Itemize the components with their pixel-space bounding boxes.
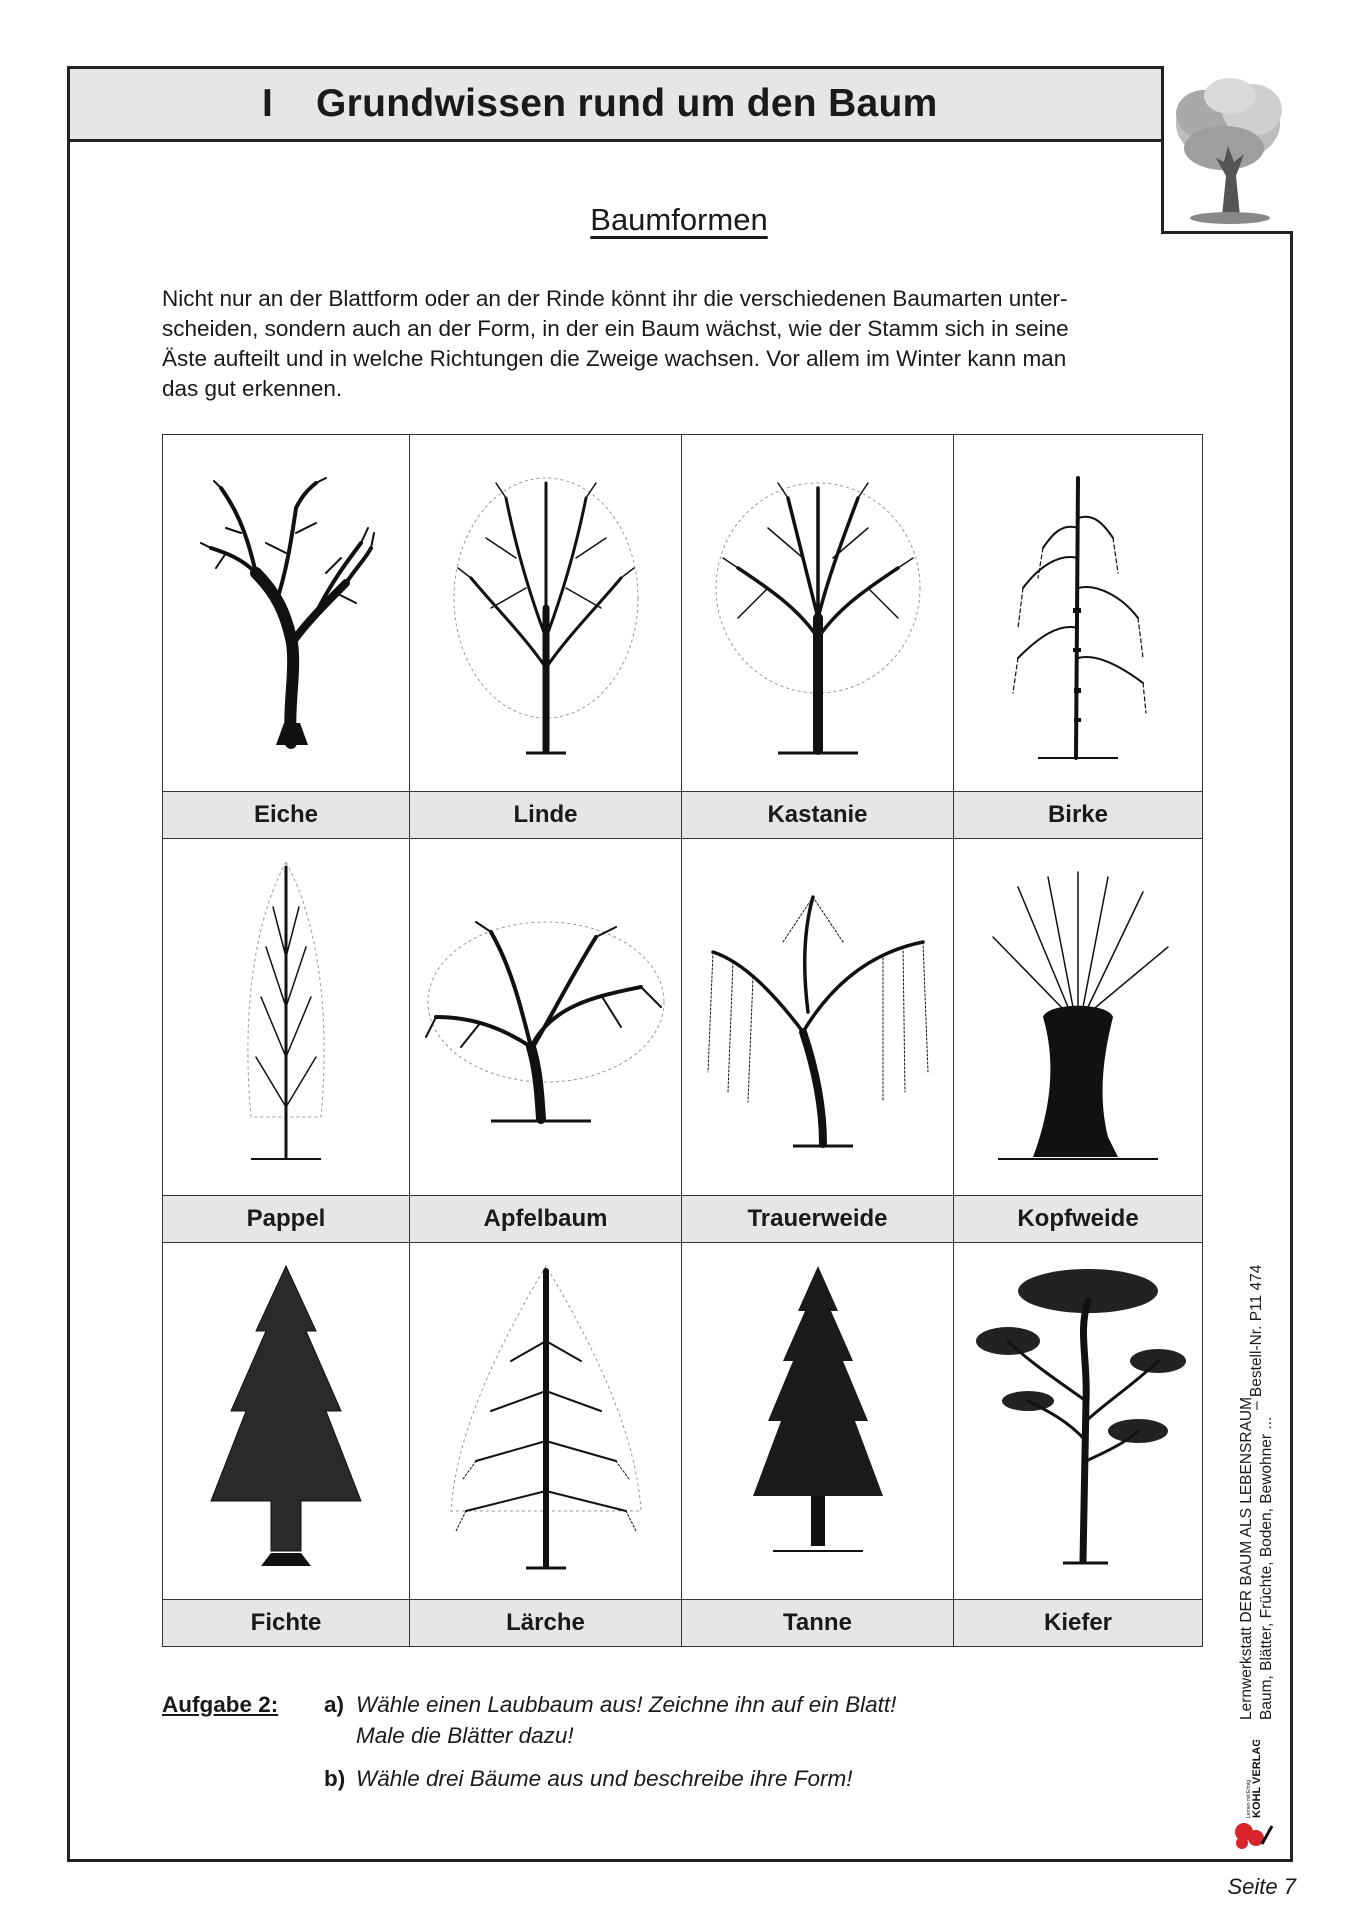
task-label: Aufgabe 2:	[162, 1692, 279, 1717]
intro-line: Äste aufteilt und in welche Richtungen die Zweige wachsen. Vor allem im Winter kann man	[162, 346, 1067, 371]
tree-image-cell	[410, 1243, 682, 1600]
publisher-logo	[1222, 1740, 1282, 1850]
tree-image-cell	[682, 435, 954, 792]
pine-tree-icon	[968, 1261, 1188, 1581]
tree-label-kastanie: Kastanie	[682, 792, 954, 839]
tree-image-cell	[682, 839, 954, 1196]
pollard-willow-icon	[978, 867, 1178, 1167]
tree-label-apfelbaum: Apfelbaum	[410, 1196, 682, 1243]
chapter-number: I	[262, 82, 273, 125]
task-a-continuation	[356, 1723, 574, 1749]
tree-image-cell	[682, 1243, 954, 1600]
task-a-key: a)	[324, 1692, 345, 1717]
task-a-line1: Wähle einen Laubbaum aus! Zeichne ihn auf ein Blatt!	[356, 1692, 897, 1717]
tree-image-cell	[410, 839, 682, 1196]
tree-image-cell	[954, 1243, 1203, 1600]
tree-image-cell	[954, 435, 1203, 792]
tree-label-fichte: Fichte	[163, 1600, 410, 1647]
section-title: Baumformen	[590, 202, 768, 237]
intro-line: scheiden, sondern auch an der Form, in der ein Baum wächst, wie der Stamm sich in seine	[162, 316, 1069, 341]
task-b-key: b)	[324, 1766, 346, 1791]
tree-label-pappel: Pappel	[163, 1196, 410, 1243]
sidebar-order-number: – Bestell-Nr. P11 474	[1248, 1264, 1265, 1410]
tree-label-laerche: Lärche	[410, 1600, 682, 1647]
sidebar-line1: Lernwerkstatt DER BAUM ALS LEBENSRAUM	[1238, 1396, 1255, 1720]
tree-label-eiche: Eiche	[163, 792, 410, 839]
chestnut-tree-icon	[708, 468, 928, 758]
tree-label-trauerweide: Trauerweide	[682, 1196, 954, 1243]
intro-line: das gut erkennen.	[162, 376, 343, 401]
page-number: Seite 7	[1227, 1874, 1296, 1899]
tree-image-cell	[163, 1243, 410, 1600]
tree-image-cell	[410, 435, 682, 792]
task-a-line2: Male die Blätter dazu!	[356, 1723, 574, 1748]
svg-text:Lernen mit Erfolg: Lernen mit Erfolg	[1246, 1779, 1252, 1818]
tree-label-kopfweide: Kopfweide	[954, 1196, 1203, 1243]
chapter-title: Grundwissen rund um den Baum	[316, 82, 938, 125]
task-b-text: Wähle drei Bäume aus und beschreibe ihre Form!	[356, 1766, 853, 1791]
task-a	[324, 1692, 896, 1718]
svg-text:KOHL VERLAG: KOHL VERLAG	[1251, 1740, 1263, 1818]
tree-grid	[162, 434, 1202, 1647]
larch-tree-icon	[441, 1261, 651, 1581]
sidebar-line2: Baum, Blätter, Früchte, Boden, Bewohner ...	[1258, 1416, 1275, 1720]
task-b	[324, 1766, 853, 1792]
tree-label-linde: Linde	[410, 792, 682, 839]
fir-tree-icon	[743, 1261, 893, 1581]
tree-image-cell	[163, 435, 410, 792]
tree-label-kiefer: Kiefer	[954, 1600, 1203, 1647]
tree-image-cell	[954, 839, 1203, 1196]
spruce-tree-icon	[201, 1261, 371, 1581]
poplar-tree-icon	[231, 857, 341, 1177]
birch-tree-icon	[998, 458, 1158, 768]
linden-tree-icon	[446, 468, 646, 758]
tree-label-tanne: Tanne	[682, 1600, 954, 1647]
weeping-willow-icon	[693, 882, 943, 1152]
tree-label-birke: Birke	[954, 792, 1203, 839]
intro-line: Nicht nur an der Blattform oder an der Rinde könnt ihr die verschiedenen Baumarten unter-	[162, 286, 1068, 311]
intro-paragraph	[162, 284, 1182, 404]
oak-tree-icon	[196, 473, 376, 753]
kohl-verlag-logo-icon	[1222, 1740, 1282, 1850]
tree-image-cell	[163, 839, 410, 1196]
apple-tree-icon	[421, 907, 671, 1127]
